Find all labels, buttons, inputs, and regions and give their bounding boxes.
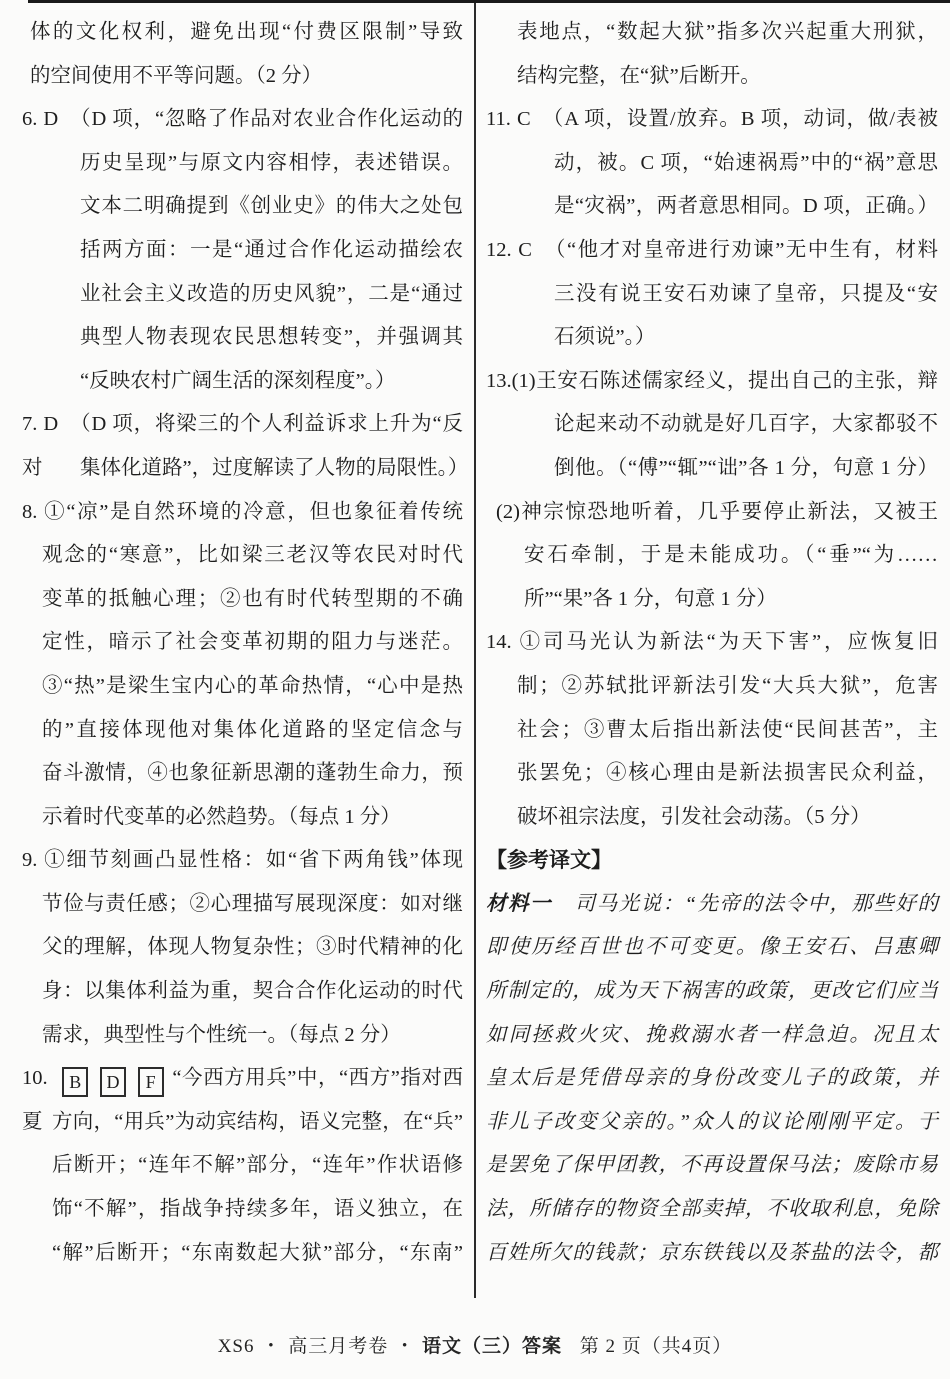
translation-material-1-line [486, 883, 938, 927]
answer-item-8: 8. ①“凉”是自然环境的冷意，但也象征着传统 [22, 500, 463, 523]
translation-line: 皇太后是凭借母亲的身份改变儿子的政策，并 [486, 1067, 938, 1090]
answer-item-9: 9. ①细节刻画凸显性格：如“省下两角钱”体现 [22, 849, 463, 872]
top-edge-rule [28, 0, 950, 3]
material-1-label: 材料一 [486, 892, 552, 915]
translation-line: 是罢免了保甲团教，不再设置保马法；废除市易 [486, 1154, 938, 1177]
text-line: 文本二明确提到《创业史》的伟大之处包 [80, 195, 463, 218]
text-line: 所”“果”各 1 分，句意 1 分） [524, 587, 777, 610]
left-column [22, 11, 469, 1275]
answer-item-13-part2: (2)神宗惊恐地听着，几乎要停止新法，又被王 [496, 500, 938, 523]
text-line: “反映农村广阔生活的深刻程度”。） [80, 369, 396, 392]
text-line: “今西方用兵”中，“西方”指对西夏 [22, 1067, 464, 1133]
text-line: 结构完整，在“狱”后断开。 [517, 64, 761, 87]
text-line: 饰“不解”，指战争持续多年，语义独立，在 [52, 1198, 463, 1221]
text-line: 司马光说：“先帝的法令中，那些好的 [574, 892, 938, 915]
answer-box-B: B [62, 1067, 88, 1097]
question-10-number: 10. [22, 1067, 48, 1090]
page-footer [0, 1331, 950, 1358]
answer-item-13: 13.(1)王安石陈述儒家经义，提出自己的主张，辩 [486, 369, 938, 392]
text-line: 倒他。（“傅”“辄”“诎”各 1 分，句意 1 分） [554, 456, 938, 479]
text-line: ③“热”是梁生宝内心的革命热情，“心中是热 [42, 674, 463, 697]
text-line: 集体化道路”，过度解读了人物的局限性。） [80, 456, 469, 479]
reference-translation-heading: 【参考译文】 [486, 849, 612, 873]
text-line: 的”直接体现他对集体化道路的坚定信念与 [42, 718, 463, 741]
text-line: 身：以集体利益为重，契合合作化运动的时代 [42, 980, 463, 1003]
text-line: 节俭与责任感；②心理描写展现深度：如对继 [42, 892, 463, 915]
text-line: 制；②苏轼批评新法引发“大兵大狱”，危害 [517, 674, 938, 697]
text-line: 定性，暗示了社会变革初期的阻力与迷茫。 [42, 631, 463, 654]
text-line: 社会；③曹太后指出新法使“民间甚苦”，主 [517, 718, 938, 741]
answer-item-12: 12. C （“他才对皇帝进行劝谏”无中生有，材料 [486, 238, 938, 261]
text-line: 业社会主义改造的历史风貌”，二是“通过 [80, 282, 463, 305]
text-line: 典型人物表现农民思想转变”，并强调其 [80, 326, 463, 349]
text-line: 变革的抵触心理；②也有时代转型期的不确 [42, 587, 463, 610]
text-line: 历史呈现”与原文内容相悖，表述错误。 [80, 151, 463, 174]
text-line: 父的理解，体现人物复杂性；③时代精神的化 [42, 936, 463, 959]
text-line: 方向，“用兵”为动宾结构，语义完整，在“兵” [52, 1110, 463, 1133]
text-line: 需求，典型性与个性统一。（每点 2 分） [42, 1023, 401, 1046]
text-line: 示着时代变革的必然趋势。（每点 1 分） [42, 805, 401, 828]
text-line: 动，被。C 项，“始速祸焉”中的“祸”意思 [554, 151, 938, 174]
text-line: 论起来动不动就是好几百字，大家都驳不 [554, 413, 938, 436]
text-line: 括两方面：一是“通过合作化运动描绘农 [80, 238, 463, 261]
text-line: “解”后断开；“东南数起大狱”部分，“东南” [52, 1241, 463, 1264]
text-line: 观念的“寒意”，比如梁三老汉等农民对时代 [42, 544, 463, 567]
answer-item-14: 14. ①司马光认为新法“为天下害”，应恢复旧 [486, 631, 938, 654]
text-line: 安石牵制，于是未能成功。（“垂”“为…… [524, 544, 938, 567]
subject-answer-label: 语文（三）答案 [422, 1336, 563, 1357]
separator-dot: • [268, 1338, 275, 1354]
exam-name: 高三月考卷 [288, 1336, 389, 1357]
text-line: 奋斗激情，④也象征新思潮的蓬勃生命力，预 [42, 762, 463, 785]
right-column [486, 11, 938, 1275]
answer-item-6: 6. D （D 项，“忽略了作品对农业合作化运动的 [22, 108, 463, 131]
translation-line: 非儿子改变父亲的。”众人的议论刚刚平定。于 [486, 1110, 938, 1133]
text-line: 是“灾祸”，两者意思相同。D 项，正确。） [554, 195, 938, 218]
text-line: 体的文化权利，避免出现“付费区限制”导致 [30, 21, 463, 43]
text-line: 表地点，“数起大狱”指多次兴起重大刑狱， [517, 21, 938, 43]
answer-box-D: D [100, 1067, 126, 1097]
text-line: 张罢免；④核心理由是新法损害民众利益， [517, 762, 938, 785]
answer-box-F: F [138, 1067, 164, 1097]
answer-item-7: 7. D （D 项，将梁三的个人利益诉求上升为“反对 [22, 413, 463, 479]
text-line: 破坏祖宗法度，引发社会动荡。（5 分） [517, 805, 871, 828]
exam-code: XS6 [217, 1336, 255, 1357]
text-line: 的空间使用不平等问题。（2 分） [30, 64, 323, 87]
translation-line: 如同拯救火灾、挽救溺水者一样急迫。况且太 [486, 1023, 938, 1046]
separator-dot: • [402, 1338, 409, 1354]
translation-line: 法，所储存的物资全部卖掉，不收取利息，免除 [486, 1198, 938, 1221]
translation-line: 所制定的，成为天下祸害的政策，更改它们应当 [486, 980, 938, 1003]
translation-line: 即使历经百世也不可变更。像王安石、吕惠卿 [486, 936, 938, 959]
translation-line: 百姓所欠的钱款；京东铁钱以及茶盐的法令，都 [486, 1241, 938, 1264]
text-line: 三没有说王安石劝谏了皇帝，只提及“安 [554, 282, 938, 305]
text-line: 石须说”。） [554, 326, 656, 349]
text-line: 后断开；“连年不解”部分，“连年”作状语修 [52, 1154, 463, 1177]
page-number: 第 2 页（共4页） [579, 1336, 733, 1357]
column-divider [474, 3, 476, 1298]
answer-item-11: 11. C （A 项，设置/放弃。B 项，动词，做/表被 [486, 108, 938, 131]
